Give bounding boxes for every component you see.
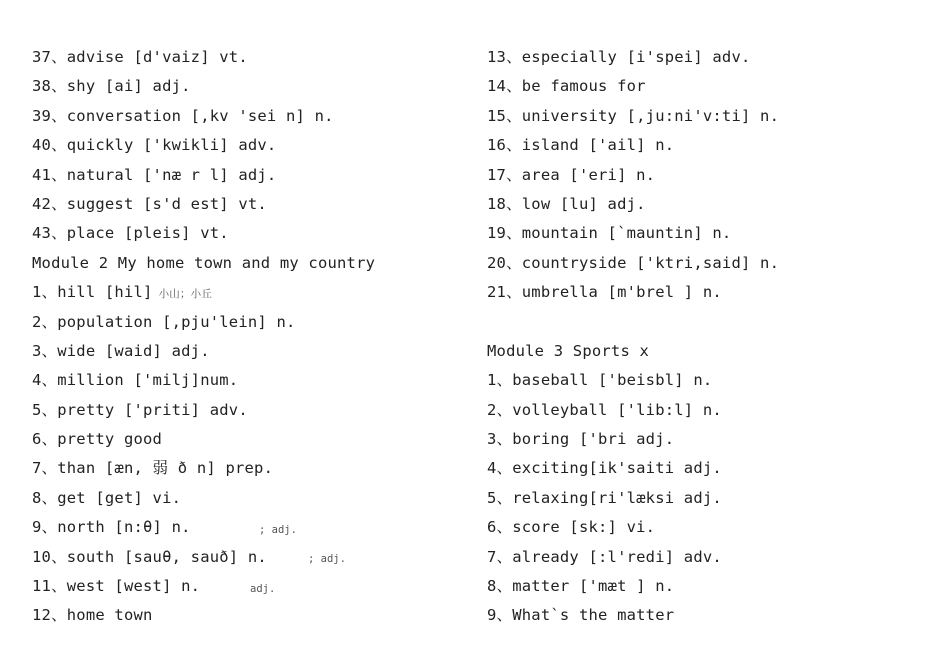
entry-text: 4、exciting[ik'saiti adj.	[487, 459, 722, 478]
entry-text: 37、advise [d'vaiz] vt.	[32, 48, 248, 66]
entry-text: 12、home town	[32, 606, 153, 625]
vocab-entry	[487, 484, 917, 513]
entry-text: 6、pretty good	[32, 430, 163, 449]
entry-text: 15、university [,ju:ni'v:ti] n.	[487, 106, 780, 125]
entry-text: 19、mountain [`mauntin] n.	[487, 224, 732, 243]
entry-text: 2、volleyball ['lib:l] n.	[487, 400, 722, 419]
vocab-entry	[32, 219, 452, 248]
entry-text: 20、countryside ['ktri,said] n.	[487, 253, 780, 272]
vocab-entry	[487, 601, 917, 630]
vocab-entry	[487, 131, 917, 160]
vocab-entry	[32, 102, 452, 131]
vocab-entry	[32, 484, 452, 513]
entry-text: 39、conversation [,kv 'sei n] n.	[32, 106, 334, 125]
entry-text: 2、population [,pju'lein] n.	[32, 312, 296, 331]
entry-text: 6、score [sk:] vi.	[487, 518, 656, 537]
vocab-entry	[32, 308, 452, 337]
entry-text: 14、be famous for	[487, 77, 646, 96]
entry-text: 18、low [lu] adj.	[487, 194, 646, 213]
module-heading	[487, 337, 917, 366]
entry-text: 38、shy [ai] adj.	[32, 77, 191, 96]
vocab-entry	[487, 43, 917, 72]
entry-text: 4、million ['milj]num.	[32, 371, 239, 390]
entry-text: 9、What`s the matter	[487, 606, 675, 625]
vocab-entry	[487, 454, 917, 483]
vocab-entry	[487, 513, 917, 542]
vocab-entry	[487, 366, 917, 395]
vocab-entry	[487, 543, 917, 572]
entry-text: 1、baseball ['beisbl] n.	[487, 371, 713, 390]
vocab-entry	[32, 572, 452, 601]
entry-text: 40、quickly ['kwikli] adv.	[32, 136, 277, 155]
vocab-entry	[32, 190, 452, 219]
part-of-speech-note: ; adj.	[259, 524, 297, 536]
vocab-entry	[32, 161, 452, 190]
part-of-speech-note: adj.	[250, 583, 276, 595]
entry-text: 13、especially [i'spei] adv.	[487, 48, 751, 66]
right-column	[487, 43, 917, 631]
vocab-entry	[32, 513, 452, 542]
entry-text: 42、suggest [s'd est] vt.	[32, 194, 267, 213]
vocab-entry	[487, 278, 917, 307]
entry-text: 8、matter ['mæt ] n.	[487, 577, 675, 596]
vocab-entry	[32, 425, 452, 454]
vocab-entry	[487, 161, 917, 190]
entry-text: 41、natural ['næ r l] adj.	[32, 165, 277, 184]
entry-text: 8、get [get] vi.	[32, 488, 182, 507]
entry-text: 21、umbrella [m'brel ] n.	[487, 283, 722, 302]
vocab-entry	[32, 131, 452, 160]
vocab-entry	[32, 396, 452, 425]
entry-text: 1、hill [hil]	[32, 283, 153, 302]
vocab-entry	[32, 601, 452, 630]
entry-text: 7、already [:l'redi] adv.	[487, 547, 722, 566]
entry-text: 11、west [west] n.	[32, 577, 201, 596]
blank-line	[487, 308, 917, 337]
vocab-entry	[32, 543, 452, 572]
entry-text: 5、relaxing[ri'læksi adj.	[487, 488, 722, 507]
vocab-entry	[32, 278, 452, 307]
entry-text: 16、island ['ail] n.	[487, 136, 675, 155]
entry-text: 5、pretty ['priti] adv.	[32, 400, 248, 419]
entry-text: 9、north [n:θ] n.	[32, 518, 191, 537]
heading-text: Module 2 My home town and my country	[32, 253, 376, 272]
vocab-entry	[487, 396, 917, 425]
vocab-entry	[32, 366, 452, 395]
vocab-entry	[487, 190, 917, 219]
vocab-entry	[487, 102, 917, 131]
part-of-speech-note: ; adj.	[308, 553, 346, 565]
vocab-entry	[32, 72, 452, 101]
vocab-entry	[487, 72, 917, 101]
vocab-entry	[32, 43, 452, 72]
vocab-entry	[487, 249, 917, 278]
entry-text: 10、south [sauθ, sauð] n.	[32, 547, 267, 566]
module-heading	[32, 249, 452, 278]
left-column	[32, 43, 452, 631]
entry-text: 3、wide [waid] adj.	[32, 341, 210, 360]
heading-text: Module 3 Sports x	[487, 341, 650, 360]
entry-text: 17、area ['eri] n.	[487, 165, 656, 184]
entry-text: 3、boring ['bri adj.	[487, 430, 675, 449]
vocab-entry	[32, 337, 452, 366]
entry-text: 43、place [pleis] vt.	[32, 224, 229, 243]
vocab-entry	[32, 454, 452, 483]
chinese-meaning: 小山；小丘	[158, 288, 213, 301]
entry-text: 7、than [æn, 弱 ð n] prep.	[32, 459, 274, 478]
vocab-entry	[487, 425, 917, 454]
vocab-entry	[487, 572, 917, 601]
vocab-entry	[487, 219, 917, 248]
